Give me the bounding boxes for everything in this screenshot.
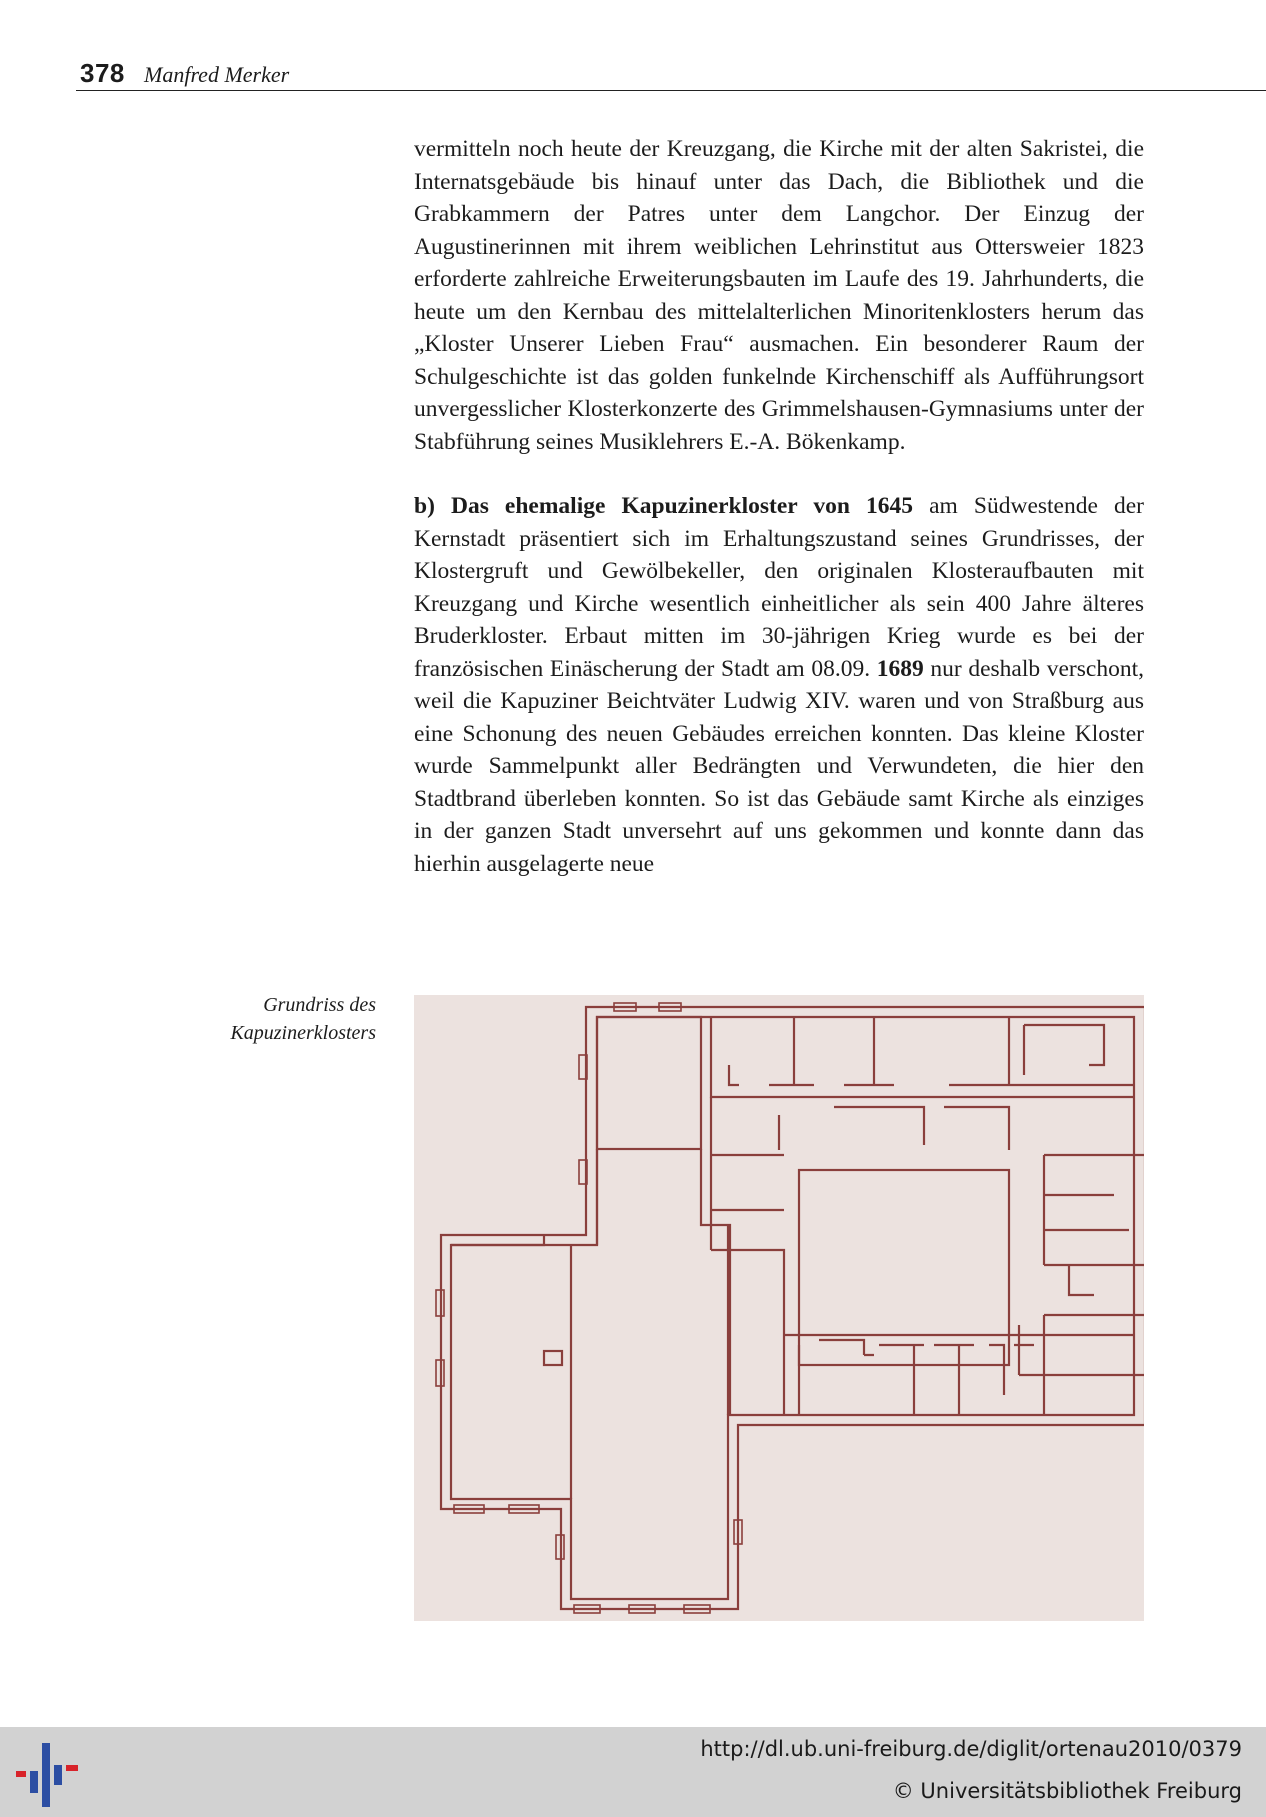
footer-copyright: © Universitätsbibliothek Freiburg bbox=[892, 1779, 1242, 1803]
year-1689: 1689 bbox=[876, 655, 924, 682]
paragraph-2 bbox=[414, 490, 1144, 880]
floor-plan-image bbox=[414, 995, 1144, 1621]
page-number: 378 bbox=[80, 58, 125, 88]
paragraph-2-text-a: am Südwestende der Kernstadt präsentiert sich im Erhaltungszustand seines Grundrisses, der Klostergruft und Gewölbekeller, den originalen Klosteraufbauten mit Kreuzgang und Kirche wesentlich einheitlicher als sein 400 Jahre älteres Bruderkloster. Erbaut mitten im 30-jährigen Krieg wurde es bei der französischen Einäscherung der Stadt am 08.09. bbox=[414, 493, 1144, 682]
window-marks bbox=[436, 1003, 742, 1613]
floor-plan-drawing bbox=[414, 995, 1144, 1621]
partition-2 bbox=[729, 1065, 739, 1085]
figure-caption bbox=[126, 991, 376, 1047]
inner-wall-outline bbox=[451, 1017, 1134, 1599]
page-header bbox=[0, 0, 1266, 92]
courtyard-corridor bbox=[711, 1097, 1009, 1415]
ub-freiburg-logo-icon bbox=[16, 1743, 78, 1807]
section-heading-inline: b) Das ehemalige Kapuzinerkloster von 1645 bbox=[414, 493, 914, 519]
caption-line-1: Grundriss des bbox=[263, 994, 376, 1016]
paragraph-2-text-b: nur deshalb verschont, weil die Kapuziner Beichtväter Ludwig XIV. waren und von Straßburg aus eine Schonung des neuen Gebäudes erreichen konnten. Das kleine Kloster wurde Sammelpunkt aller Bedrängten und Verwundeten, die hier den Stadtbrand überleben konnten. So ist das Gebäude samt Kirche als einziges in der ganzen Stadt unversehrt auf uns gekommen und konnte dann das hierhin ausgelagerte neue bbox=[414, 655, 1144, 877]
church-nave bbox=[451, 1225, 728, 1499]
partition-1 bbox=[769, 1017, 1134, 1085]
room-ne bbox=[1024, 1025, 1104, 1075]
header-rule bbox=[76, 90, 1266, 91]
east-wing bbox=[1044, 1155, 1144, 1295]
altar-block bbox=[544, 1351, 562, 1365]
south-cells bbox=[799, 1340, 1034, 1415]
paragraph-1: vermitteln noch heute der Kreuzgang, die Kirche mit der alten Sakristei, die Internatsgebäude bis hinauf unter das Dach, die Bibliothek und die Grabkammern der Patres unter dem Langchor. Der Einzug der Augustinerinnen mit ihrem weiblichen Lehrinstitut aus Ottersweier 1823 erforderte zahlreiche Erweiterungsbauten im Laufe des 19. Jahrhunderts, die heute um den Kernbau des mittelalterlichen Minoritenklosters herum das „Kloster Unserer Lieben Frau“ ausmachen. Ein besonderer Raum der Schulgeschichte ist das golden funkelnde Kirchenschiff als Aufführungsort unvergesslicher Klosterkonzerte des Grimmelshausen-Gymnasiums unter der Stabführung seines Musiklehrers E.-A. Bökenkamp. bbox=[414, 136, 1144, 455]
caption-line-2: Kapuzinerklosters bbox=[230, 1022, 376, 1044]
body-text bbox=[414, 133, 1144, 880]
footer-url-link[interactable]: http://dl.ub.uni-freiburg.de/diglit/ortenau2010/0379 bbox=[700, 1737, 1242, 1761]
east-wing-lower bbox=[1019, 1315, 1144, 1415]
running-head-author: Manfred Merker bbox=[144, 62, 290, 87]
room-northwest bbox=[597, 1017, 701, 1149]
